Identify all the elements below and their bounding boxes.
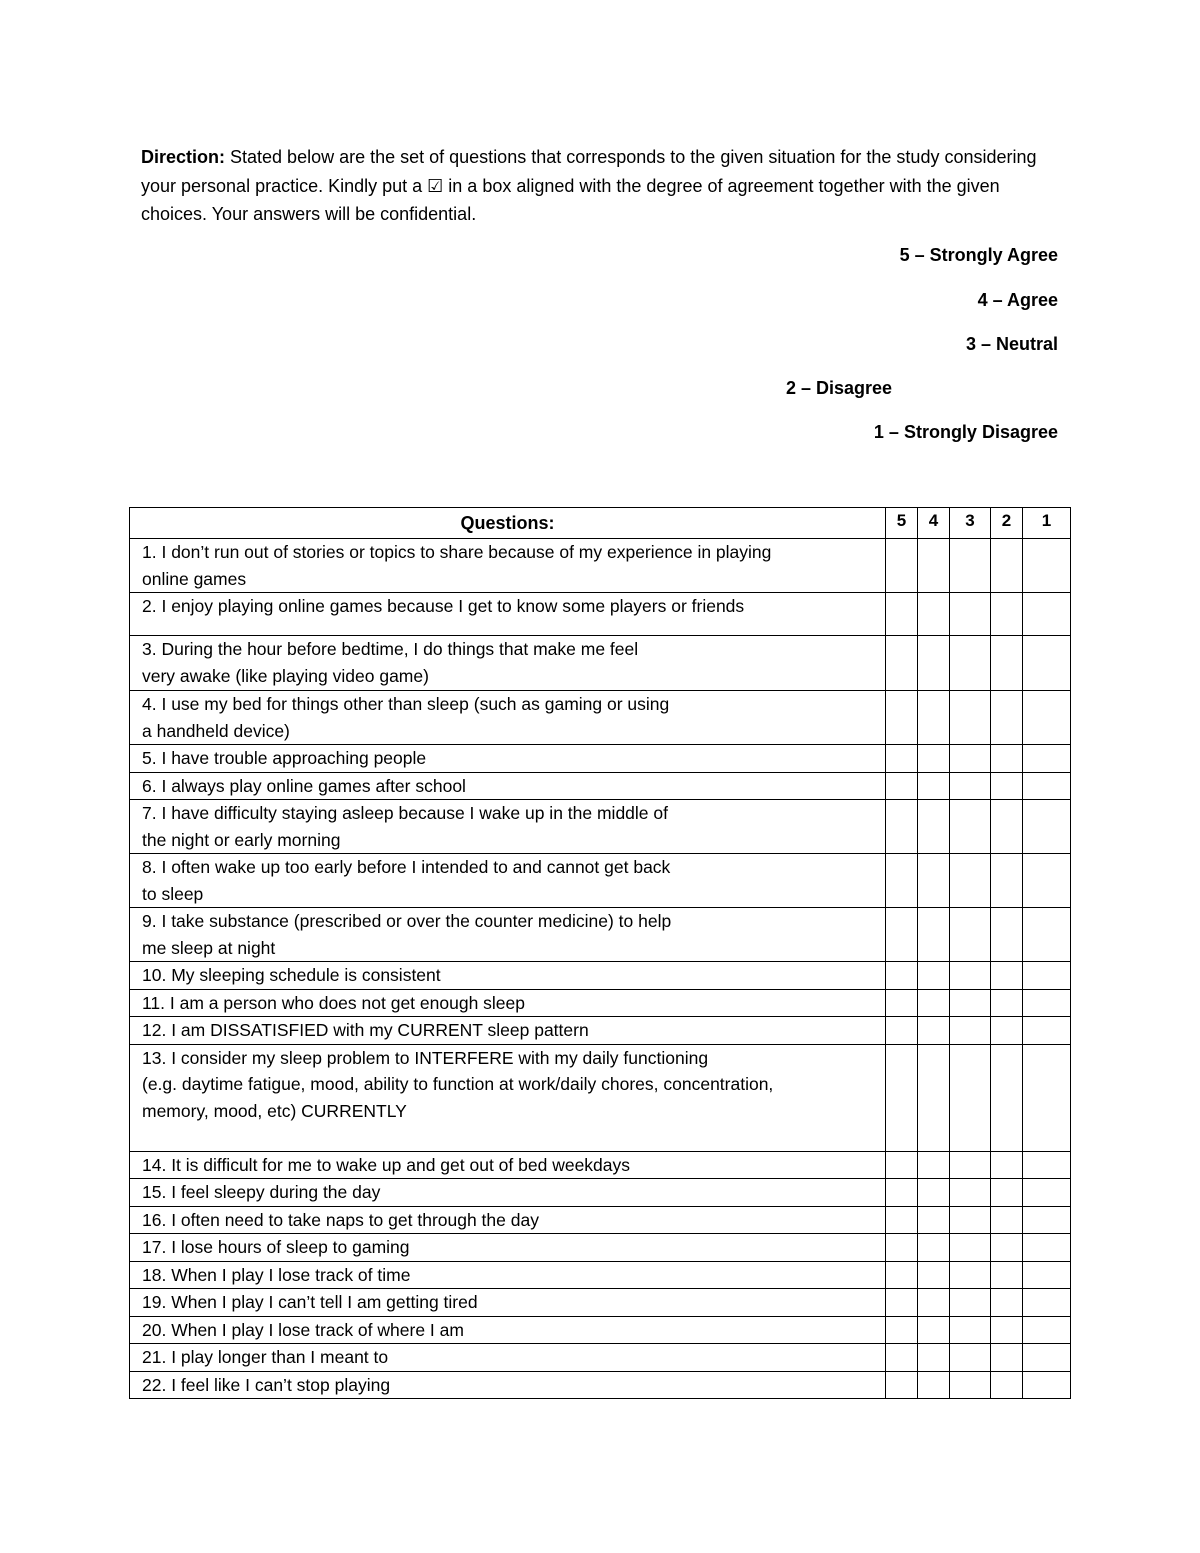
- question-cell: [130, 1371, 886, 1399]
- table-row: [130, 539, 1071, 593]
- question-number: 8.: [142, 857, 157, 877]
- answer-box-5[interactable]: [886, 908, 918, 962]
- questions-header: Questions:: [130, 508, 886, 539]
- question-text: I don’t run out of stories or topics to share because of my experience in playing online games: [142, 542, 772, 589]
- question-cell: [130, 1017, 886, 1045]
- question-number: 2.: [142, 596, 157, 616]
- question-number: 7.: [142, 803, 157, 823]
- answer-box-4[interactable]: [918, 691, 950, 745]
- answer-box-1[interactable]: [1023, 1179, 1071, 1207]
- answer-box-3[interactable]: [950, 1179, 991, 1207]
- answer-box-1[interactable]: [1023, 854, 1071, 908]
- question-number: 13.: [142, 1047, 167, 1068]
- question-text: When I play I lose track of where I am: [166, 1319, 464, 1340]
- question-text: I enjoy playing online games because I get to know some players or friends: [156, 596, 745, 616]
- table-row: [130, 1017, 1071, 1045]
- answer-box-4[interactable]: [918, 593, 950, 636]
- answer-box-5[interactable]: [886, 539, 918, 593]
- table-row: [130, 908, 1071, 962]
- question-text: When I play I can’t tell I am getting tired: [166, 1292, 478, 1312]
- answer-box-5[interactable]: [886, 1017, 918, 1045]
- question-number: 11.: [142, 992, 166, 1013]
- answer-box-1[interactable]: [1023, 593, 1071, 636]
- answer-box-4[interactable]: [918, 800, 950, 854]
- answer-box-4[interactable]: [918, 1344, 950, 1372]
- answer-box-3[interactable]: [950, 1044, 991, 1151]
- question-text: I have difficulty staying asleep because I wake up in the middle of the night or early morning: [142, 803, 668, 850]
- answer-box-2[interactable]: [991, 691, 1023, 745]
- answer-box-1[interactable]: [1023, 745, 1071, 773]
- question-cell: [130, 636, 886, 691]
- question-text: I feel like I can’t stop playing: [166, 1374, 391, 1395]
- answer-box-2[interactable]: [991, 745, 1023, 773]
- answer-box-1[interactable]: [1023, 1151, 1071, 1179]
- answer-box-2[interactable]: [991, 1371, 1023, 1399]
- question-number: 20.: [142, 1319, 167, 1340]
- answer-box-5[interactable]: [886, 1371, 918, 1399]
- answer-box-2[interactable]: [991, 800, 1023, 854]
- question-number: 15.: [142, 1182, 167, 1202]
- answer-box-2[interactable]: [991, 854, 1023, 908]
- question-text: I consider my sleep problem to INTERFERE with my daily functioning (e.g. daytime fatigue, mood, ability to function at work/daily chores, concentration, memory, mood, etc) CURRENTLY: [142, 1047, 774, 1121]
- answer-box-2[interactable]: [991, 772, 1023, 800]
- answer-box-1[interactable]: [1023, 1316, 1071, 1344]
- question-number: 5.: [142, 748, 157, 768]
- answer-box-4[interactable]: [918, 989, 950, 1017]
- question-text: It is difficult for me to wake up and get out of bed weekdays: [166, 1154, 631, 1175]
- answer-box-5[interactable]: [886, 1316, 918, 1344]
- answer-box-4[interactable]: [918, 1151, 950, 1179]
- question-text: I take substance (prescribed or over the counter medicine) to help me sleep at night: [142, 911, 672, 958]
- table-row: [130, 800, 1071, 854]
- answer-box-3[interactable]: [950, 636, 991, 691]
- question-text: My sleeping schedule is consistent: [166, 965, 441, 985]
- answer-box-5[interactable]: [886, 1261, 918, 1289]
- table-row: [130, 745, 1071, 773]
- question-text: I am a person who does not get enough sleep: [165, 992, 526, 1013]
- question-cell: [130, 854, 886, 908]
- answer-box-3[interactable]: [950, 1151, 991, 1179]
- column-header-5: 5: [886, 508, 918, 539]
- scale-item-3: 3 – Neutral: [965, 334, 1058, 354]
- question-cell: [130, 1261, 886, 1289]
- answer-box-3[interactable]: [950, 1289, 991, 1317]
- answer-box-2[interactable]: [991, 636, 1023, 691]
- answer-box-2[interactable]: [991, 1179, 1023, 1207]
- answer-box-3[interactable]: [950, 745, 991, 773]
- question-cell: [130, 1344, 886, 1372]
- question-text: I feel sleepy during the day: [166, 1182, 381, 1202]
- answer-box-3[interactable]: [950, 854, 991, 908]
- answer-box-2[interactable]: [991, 1206, 1023, 1234]
- table-row: [130, 593, 1071, 636]
- answer-box-2[interactable]: [991, 1289, 1023, 1317]
- direction-paragraph: [141, 143, 1061, 229]
- direction-text: Stated below are the set of questions that corresponds to the given situation for the study considering your personal practice. Kindly put a ☑ in a box aligned with the degree of agreement together with the given choices. Your answers will be confidential.: [141, 147, 1037, 224]
- answer-box-1[interactable]: [1023, 1289, 1071, 1317]
- answer-box-2[interactable]: [991, 1344, 1023, 1372]
- answer-box-1[interactable]: [1023, 1344, 1071, 1372]
- scale-item-4: 4 – Agree: [977, 290, 1058, 310]
- question-cell: [130, 962, 886, 990]
- answer-box-1[interactable]: [1023, 636, 1071, 691]
- question-cell: [130, 1206, 886, 1234]
- answer-box-5[interactable]: [886, 1289, 918, 1317]
- table-header-row: [130, 508, 1071, 539]
- answer-box-1[interactable]: [1023, 539, 1071, 593]
- answer-box-3[interactable]: [950, 989, 991, 1017]
- answer-box-5[interactable]: [886, 1151, 918, 1179]
- table-row: [130, 1044, 1071, 1151]
- answer-box-3[interactable]: [950, 1261, 991, 1289]
- answer-box-5[interactable]: [886, 772, 918, 800]
- question-number: 21.: [142, 1347, 167, 1367]
- answer-box-2[interactable]: [991, 1316, 1023, 1344]
- answer-box-4[interactable]: [918, 1289, 950, 1317]
- table-row: [130, 1206, 1071, 1234]
- answer-box-4[interactable]: [918, 539, 950, 593]
- answer-box-4[interactable]: [918, 636, 950, 691]
- question-cell: [130, 1316, 886, 1344]
- question-cell: [130, 1044, 886, 1151]
- answer-box-4[interactable]: [918, 772, 950, 800]
- table-row: [130, 962, 1071, 990]
- answer-box-3[interactable]: [950, 1234, 991, 1262]
- table-row: [130, 1234, 1071, 1262]
- table-row: [130, 1179, 1071, 1207]
- table-row: [130, 989, 1071, 1017]
- answer-box-2[interactable]: [991, 1044, 1023, 1151]
- answer-box-4[interactable]: [918, 1179, 950, 1207]
- answer-box-5[interactable]: [886, 745, 918, 773]
- answer-box-3[interactable]: [950, 1344, 991, 1372]
- answer-box-3[interactable]: [950, 908, 991, 962]
- question-number: 19.: [142, 1292, 167, 1312]
- answer-box-4[interactable]: [918, 1017, 950, 1045]
- answer-box-5[interactable]: [886, 854, 918, 908]
- answer-box-3[interactable]: [950, 1371, 991, 1399]
- question-number: 1.: [142, 542, 157, 562]
- answer-box-1[interactable]: [1023, 1017, 1071, 1045]
- column-header-3: 3: [950, 508, 991, 539]
- column-header-2: 2: [991, 508, 1023, 539]
- question-number: 17.: [142, 1237, 167, 1257]
- question-number: 16.: [142, 1209, 167, 1230]
- answer-box-2[interactable]: [991, 908, 1023, 962]
- table-row: [130, 1344, 1071, 1372]
- answer-box-1[interactable]: [1023, 800, 1071, 854]
- scale-item-2: 2 – Disagree: [786, 378, 893, 398]
- question-cell: [130, 1289, 886, 1317]
- scale-item-5: 5 – Strongly Agree: [899, 245, 1058, 265]
- question-cell: [130, 800, 886, 854]
- answer-box-4[interactable]: [918, 745, 950, 773]
- question-cell: [130, 1234, 886, 1262]
- answer-box-4[interactable]: [918, 1371, 950, 1399]
- answer-box-5[interactable]: [886, 593, 918, 636]
- questionnaire-table: [129, 507, 1071, 1399]
- answer-box-5[interactable]: [886, 691, 918, 745]
- table-row: [130, 636, 1071, 691]
- answer-box-2[interactable]: [991, 1261, 1023, 1289]
- answer-box-3[interactable]: [950, 1316, 991, 1344]
- answer-box-5[interactable]: [886, 1044, 918, 1151]
- question-cell: [130, 593, 886, 636]
- table-row: [130, 854, 1071, 908]
- answer-box-2[interactable]: [991, 539, 1023, 593]
- answer-box-4[interactable]: [918, 1234, 950, 1262]
- answer-box-3[interactable]: [950, 1017, 991, 1045]
- answer-box-4[interactable]: [918, 1316, 950, 1344]
- question-number: 3.: [142, 639, 157, 659]
- answer-box-3[interactable]: [950, 1206, 991, 1234]
- question-number: 10.: [142, 965, 167, 985]
- answer-box-1[interactable]: [1023, 962, 1071, 990]
- answer-box-3[interactable]: [950, 593, 991, 636]
- answer-box-2[interactable]: [991, 1017, 1023, 1045]
- answer-box-4[interactable]: [918, 854, 950, 908]
- answer-box-2[interactable]: [991, 593, 1023, 636]
- question-cell: [130, 691, 886, 745]
- answer-box-5[interactable]: [886, 636, 918, 691]
- question-text: I often wake up too early before I intended to and cannot get back to sleep: [142, 857, 671, 904]
- answer-box-1[interactable]: [1023, 772, 1071, 800]
- table-row: [130, 691, 1071, 745]
- question-text: I have trouble approaching people: [156, 748, 427, 768]
- question-text: During the hour before bedtime, I do things that make me feel very awake (like playing video game): [142, 639, 639, 686]
- answer-box-4[interactable]: [918, 908, 950, 962]
- table-row: [130, 1289, 1071, 1317]
- answer-box-5[interactable]: [886, 962, 918, 990]
- answer-box-5[interactable]: [886, 800, 918, 854]
- answer-box-1[interactable]: [1023, 1261, 1071, 1289]
- answer-box-2[interactable]: [991, 1234, 1023, 1262]
- question-text: I use my bed for things other than sleep (such as gaming or using a handheld device): [142, 694, 670, 741]
- answer-box-1[interactable]: [1023, 1044, 1071, 1151]
- answer-box-1[interactable]: [1023, 1371, 1071, 1399]
- question-text: I often need to take naps to get through the day: [166, 1209, 539, 1230]
- answer-box-5[interactable]: [886, 1344, 918, 1372]
- question-cell: [130, 908, 886, 962]
- question-number: 12.: [142, 1020, 167, 1040]
- answer-box-1[interactable]: [1023, 989, 1071, 1017]
- answer-box-5[interactable]: [886, 1206, 918, 1234]
- question-text: I always play online games after school: [156, 775, 466, 796]
- answer-box-1[interactable]: [1023, 1234, 1071, 1262]
- question-number: 18.: [142, 1264, 167, 1285]
- question-text: I am DISSATISFIED with my CURRENT sleep pattern: [166, 1020, 589, 1040]
- table-row: [130, 1316, 1071, 1344]
- question-cell: [130, 539, 886, 593]
- answer-box-4[interactable]: [918, 1044, 950, 1151]
- answer-box-2[interactable]: [991, 962, 1023, 990]
- question-cell: [130, 745, 886, 773]
- question-cell: [130, 1151, 886, 1179]
- question-number: 14.: [142, 1154, 167, 1175]
- answer-box-5[interactable]: [886, 1234, 918, 1262]
- scale-item-1: 1 – Strongly Disagree: [873, 422, 1058, 442]
- question-text: I play longer than I meant to: [166, 1347, 389, 1367]
- answer-box-1[interactable]: [1023, 1206, 1071, 1234]
- answer-box-1[interactable]: [1023, 691, 1071, 745]
- column-header-4: 4: [918, 508, 950, 539]
- answer-box-3[interactable]: [950, 691, 991, 745]
- answer-box-3[interactable]: [950, 539, 991, 593]
- table-row: [130, 1151, 1071, 1179]
- question-cell: [130, 1179, 886, 1207]
- answer-box-5[interactable]: [886, 989, 918, 1017]
- question-cell: [130, 772, 886, 800]
- answer-box-4[interactable]: [918, 1206, 950, 1234]
- answer-box-4[interactable]: [918, 962, 950, 990]
- answer-box-4[interactable]: [918, 1261, 950, 1289]
- answer-box-2[interactable]: [991, 989, 1023, 1017]
- column-header-1: 1: [1023, 508, 1071, 539]
- question-number: 4.: [142, 694, 157, 714]
- answer-box-2[interactable]: [991, 1151, 1023, 1179]
- table-row: [130, 1261, 1071, 1289]
- questions-body: [130, 539, 1071, 1399]
- answer-box-3[interactable]: [950, 800, 991, 854]
- answer-box-1[interactable]: [1023, 908, 1071, 962]
- answer-box-3[interactable]: [950, 772, 991, 800]
- answer-box-3[interactable]: [950, 962, 991, 990]
- answer-box-5[interactable]: [886, 1179, 918, 1207]
- table-row: [130, 772, 1071, 800]
- question-cell: [130, 989, 886, 1017]
- direction-label: Direction:: [141, 147, 226, 167]
- question-text: I lose hours of sleep to gaming: [166, 1237, 410, 1257]
- question-number: 6.: [142, 775, 157, 796]
- question-text: When I play I lose track of time: [166, 1264, 411, 1285]
- table-row: [130, 1371, 1071, 1399]
- question-number: 22.: [142, 1374, 167, 1395]
- question-number: 9.: [142, 911, 157, 931]
